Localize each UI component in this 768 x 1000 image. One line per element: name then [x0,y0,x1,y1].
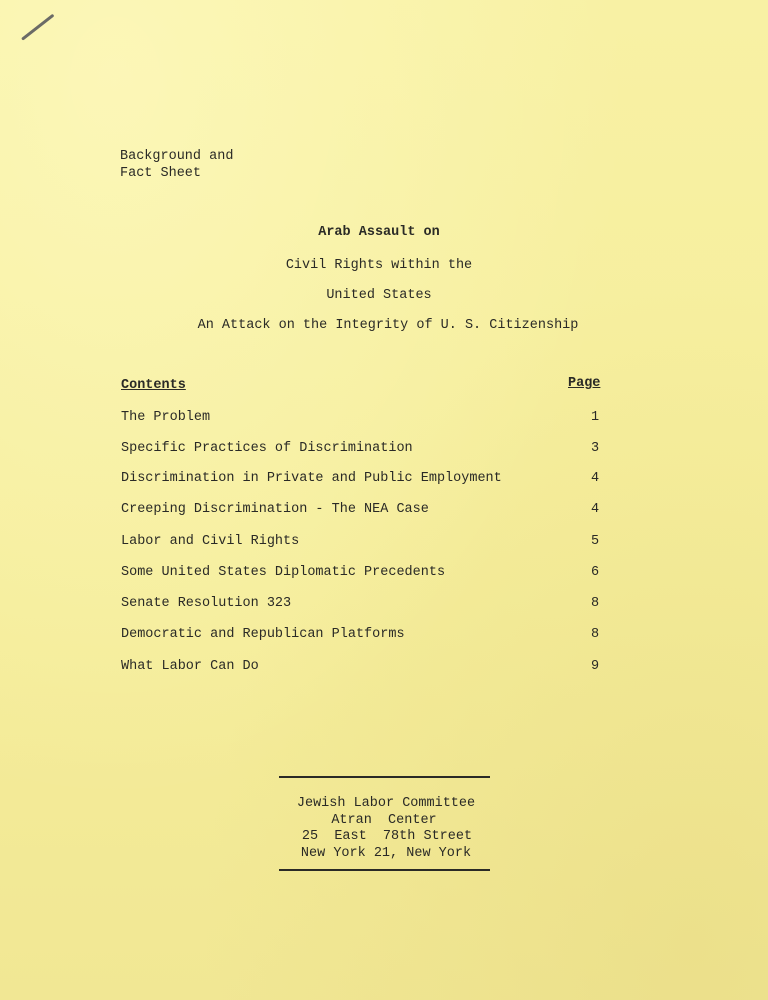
toc-entry-title: Senate Resolution 323 [121,596,292,611]
publisher-address [0,796,768,862]
toc-entry-page: 4 [590,471,600,486]
toc-entry-page: 3 [590,441,600,456]
address-line-4: New York 21, New York [300,845,472,861]
toc-entry-title: Creeping Discrimination - The NEA Case [121,502,429,517]
toc-entry-page: 1 [590,410,600,425]
divider-bottom [279,869,490,871]
subtitle: An Attack on the Integrity of U. S. Citizenship [197,318,579,333]
contents-heading: Contents [121,378,186,393]
page-column-heading: Page [568,376,601,391]
title-line-3: United States [326,288,432,303]
toc-entry-page: 8 [590,596,600,611]
toc-entry-title: What Labor Can Do [121,659,259,674]
toc-entry-title: Democratic and Republican Platforms [121,627,405,642]
address-line-2: Atran Center [331,812,437,828]
title-line-1: Arab Assault on [318,225,440,240]
toc-entry-page: 8 [590,627,600,642]
staple-mark [21,14,54,41]
title-line-2: Civil Rights within the [285,258,473,273]
divider-top [279,776,490,778]
toc-entry-title: Labor and Civil Rights [121,534,300,549]
toc-entry-page: 4 [590,502,600,517]
toc-entry-page: 6 [590,565,600,580]
publisher-name: Jewish Labor Committee [296,796,476,811]
toc-entry-title: Specific Practices of Discrimination [121,441,413,456]
document-type-label [120,148,233,182]
toc-entry-page: 5 [590,534,600,549]
header-line-1: Background and [120,149,234,164]
toc-entry-title: Some United States Diplomatic Precedents [121,565,446,580]
header-line-2: Fact Sheet [120,166,202,181]
address-line-3: 25 East 78th Street [301,829,473,844]
toc-entry-title: Discrimination in Private and Public Employment [121,471,502,486]
toc-entry-title: The Problem [121,410,211,425]
toc-entry-page: 9 [590,659,600,674]
